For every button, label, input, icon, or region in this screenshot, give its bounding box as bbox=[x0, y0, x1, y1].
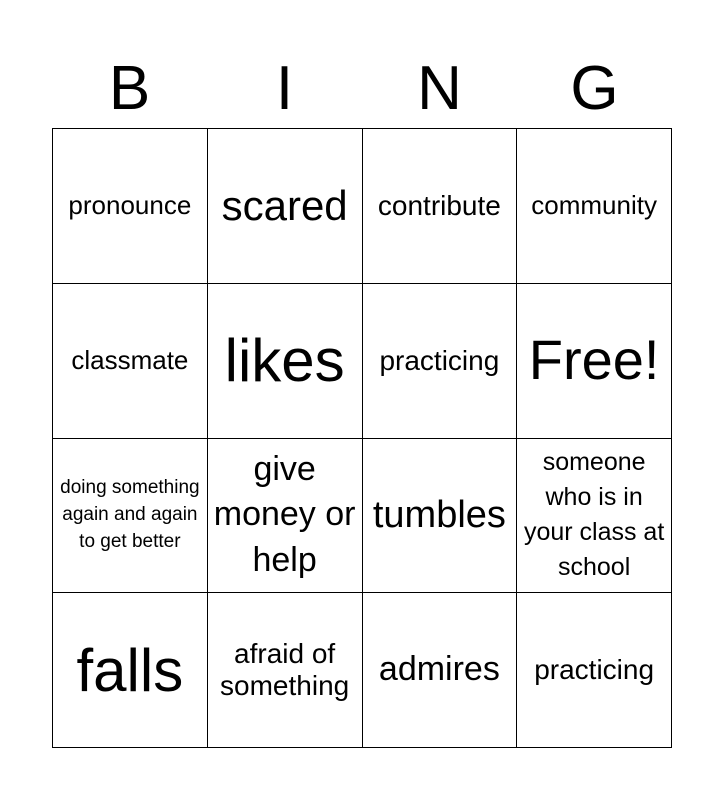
cell-text: practicing bbox=[534, 654, 655, 686]
header-letter-g: G bbox=[570, 54, 619, 123]
bingo-cell[interactable] bbox=[517, 593, 672, 748]
bingo-board bbox=[52, 128, 672, 748]
bingo-header bbox=[52, 50, 672, 128]
cell-text: likes bbox=[224, 327, 345, 395]
bingo-cell[interactable] bbox=[208, 439, 363, 594]
cell-text: scared bbox=[221, 181, 348, 229]
cell-text: give money or help bbox=[213, 449, 356, 580]
cell-text: doing something again and again to get better bbox=[60, 477, 200, 552]
bingo-cell[interactable] bbox=[53, 439, 208, 594]
bingo-cell[interactable] bbox=[363, 284, 518, 439]
bingo-cell[interactable] bbox=[53, 593, 208, 748]
bingo-cell[interactable] bbox=[363, 129, 518, 284]
bingo-cell[interactable] bbox=[208, 129, 363, 284]
bingo-cell[interactable] bbox=[517, 439, 672, 594]
bingo-cell[interactable] bbox=[208, 284, 363, 439]
cell-text: admires bbox=[378, 650, 500, 689]
cell-text: afraid of something bbox=[220, 637, 350, 702]
bingo-cell[interactable] bbox=[363, 593, 518, 748]
cell-text: Free! bbox=[528, 328, 660, 392]
header-letter-n: N bbox=[417, 54, 462, 123]
cell-text: pronounce bbox=[68, 189, 192, 220]
bingo-cell[interactable] bbox=[53, 129, 208, 284]
bingo-cell[interactable] bbox=[363, 439, 518, 594]
cell-text: community bbox=[531, 189, 657, 220]
bingo-cell[interactable] bbox=[208, 593, 363, 748]
bingo-cell[interactable] bbox=[517, 129, 672, 284]
header-letter-b: B bbox=[108, 54, 151, 123]
bingo-cell[interactable] bbox=[53, 284, 208, 439]
free-space-cell[interactable] bbox=[517, 284, 672, 439]
cell-text: practicing bbox=[379, 344, 500, 376]
header-letter-i: I bbox=[275, 54, 294, 123]
cell-text: falls bbox=[76, 636, 184, 704]
cell-text: contribute bbox=[377, 189, 501, 221]
cell-text: classmate bbox=[71, 344, 189, 375]
cell-text: someone who is in your class at school bbox=[523, 448, 665, 582]
cell-text: tumbles bbox=[372, 493, 506, 536]
